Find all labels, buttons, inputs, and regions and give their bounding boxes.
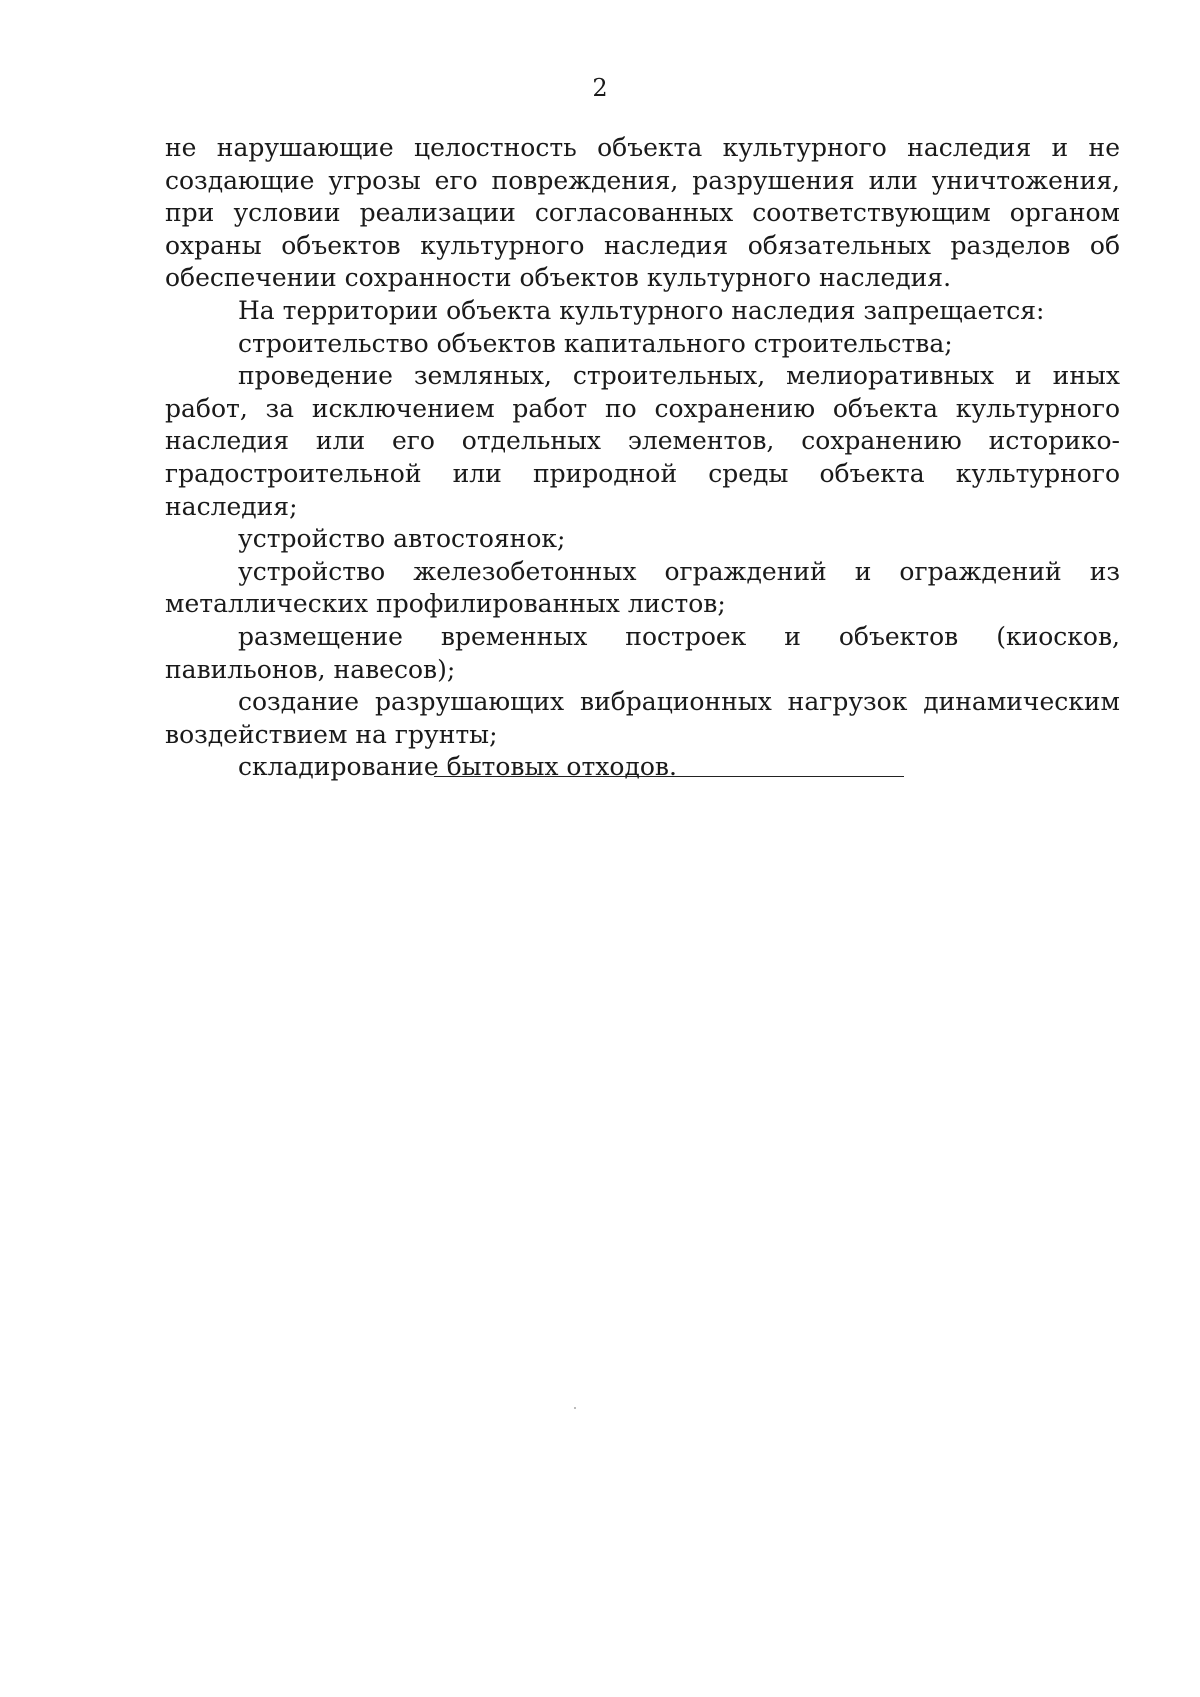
list-item-parking: устройство автостоянок; bbox=[238, 524, 566, 554]
list-item-earthworks: проведение земляных, строительных, мелиоративных и иных работ, за исключением работ по сохранению объекта культурного наследия или его отдельных элементов, сохранению историко-градостроительной или природной среды объекта культурного наследия; bbox=[165, 361, 1120, 521]
paragraph-continuation: не нарушающие целостность объекта культурного наследия и не создающие угрозы его повреждения, разрушения или уничтожения, при условии реализации согласованных соответствующим органом охраны объектов культурного наследия обязательных разделов об обеспечении сохранности объектов культурного наследия. bbox=[165, 133, 1120, 293]
paragraph-prohibitions-intro: На территории объекта культурного наследия запрещается: bbox=[238, 295, 1045, 325]
closing-rule-divider bbox=[434, 776, 904, 777]
document-body bbox=[165, 132, 1120, 784]
list-item-waste-storage: складирование бытовых отходов. bbox=[238, 752, 677, 782]
list-item-temporary-structures: размещение временных построек и объектов (киосков, павильонов, навесов); bbox=[165, 621, 1120, 684]
scan-speck bbox=[574, 1407, 576, 1409]
list-item-fences: устройство железобетонных ограждений и ограждений из металлических профилированных листов; bbox=[165, 556, 1120, 619]
page-number: 2 bbox=[592, 74, 608, 102]
list-item-capital-construction: строительство объектов капитального строительства; bbox=[238, 328, 953, 358]
list-item-vibration-loads: создание разрушающих вибрационных нагрузок динамическим воздействием на грунты; bbox=[165, 687, 1120, 749]
